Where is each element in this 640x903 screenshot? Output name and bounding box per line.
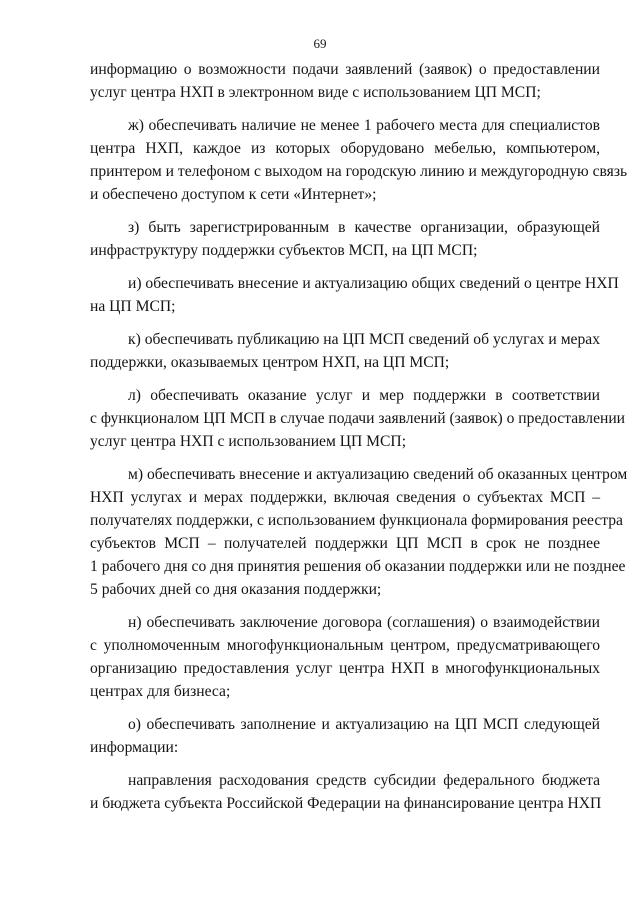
text-line: и) обеспечивать внесение и актуализацию общих сведений о центре НХП bbox=[128, 275, 619, 292]
text-line: ж) обеспечивать наличие не менее 1 рабочего места для специалистов bbox=[128, 117, 600, 134]
paragraph bbox=[90, 58, 600, 104]
paragraph bbox=[90, 463, 628, 601]
text-line: н) обеспечивать заключение договора (соглашения) о взаимодействии bbox=[128, 614, 600, 631]
text-line: з) быть зарегистрированным в качестве организации, образующей bbox=[128, 219, 600, 236]
text-line: информацию о возможности подачи заявлений (заявок) о предоставлении bbox=[90, 61, 600, 78]
text-line: с уполномоченным многофункциональным центром, предусматривающего bbox=[90, 637, 600, 654]
text-line: м) обеспечивать внесение и актуализацию сведений об оказанных центром bbox=[128, 466, 628, 483]
paragraph bbox=[90, 272, 619, 318]
page-number: 69 bbox=[313, 36, 327, 51]
text-line: поддержки, оказываемых центром НХП, на ЦП МСП; bbox=[90, 354, 450, 371]
text-line: центра НХП, каждое из которых оборудовано мебелью, компьютером, bbox=[90, 140, 600, 157]
document-body bbox=[90, 58, 628, 815]
text-line: к) обеспечивать публикацию на ЦП МСП сведений об услугах и мерах bbox=[128, 331, 600, 348]
text-line: 1 рабочего дня со дня принятия решения об оказании поддержки или не позднее bbox=[90, 558, 626, 575]
text-line: услуг центра НХП в электронном виде с использованием ЦП МСП; bbox=[90, 84, 541, 101]
paragraph bbox=[90, 328, 600, 374]
text-line: организацию предоставления услуг центра НХП в многофункциональных bbox=[90, 660, 600, 677]
text-line: на ЦП МСП; bbox=[90, 298, 176, 315]
text-line: 5 рабочих дней со дня оказания поддержки; bbox=[90, 581, 382, 598]
paragraph bbox=[90, 216, 600, 262]
text-line: получателях поддержки, с использованием функционала формирования реестра bbox=[90, 512, 623, 529]
text-line: услуг центра НХП с использованием ЦП МСП; bbox=[90, 433, 407, 450]
text-line: с функционалом ЦП МСП в случае подачи заявлений (заявок) о предоставлении bbox=[90, 410, 626, 427]
text-line: о) обеспечивать заполнение и актуализацию на ЦП МСП следующей bbox=[128, 716, 600, 733]
text-line: направления расходования средств субсидии федерального бюджета bbox=[128, 772, 600, 789]
text-line: и обеспечено доступом к сети «Интернет»; bbox=[90, 186, 377, 203]
text-line: субъектов МСП – получателей поддержки ЦП МСП в срок не позднее bbox=[90, 535, 600, 552]
paragraph bbox=[90, 769, 600, 815]
text-line: принтером и телефоном с выходом на городскую линию и междугородную связь bbox=[90, 163, 628, 180]
paragraph bbox=[90, 611, 600, 703]
text-line: и бюджета субъекта Российской Федерации на финансирование центра НХП bbox=[90, 795, 602, 812]
text-line: информации: bbox=[90, 739, 179, 756]
paragraph bbox=[90, 713, 600, 759]
paragraph bbox=[90, 114, 628, 206]
text-line: НХП услугах и мерах поддержки, включая сведения о субъектах МСП – bbox=[90, 489, 600, 506]
text-line: инфраструктуру поддержки субъектов МСП, на ЦП МСП; bbox=[90, 242, 478, 259]
paragraph bbox=[90, 384, 626, 453]
text-line: л) обеспечивать оказание услуг и мер поддержки в соответствии bbox=[128, 387, 600, 404]
text-line: центрах для бизнеса; bbox=[90, 683, 231, 700]
